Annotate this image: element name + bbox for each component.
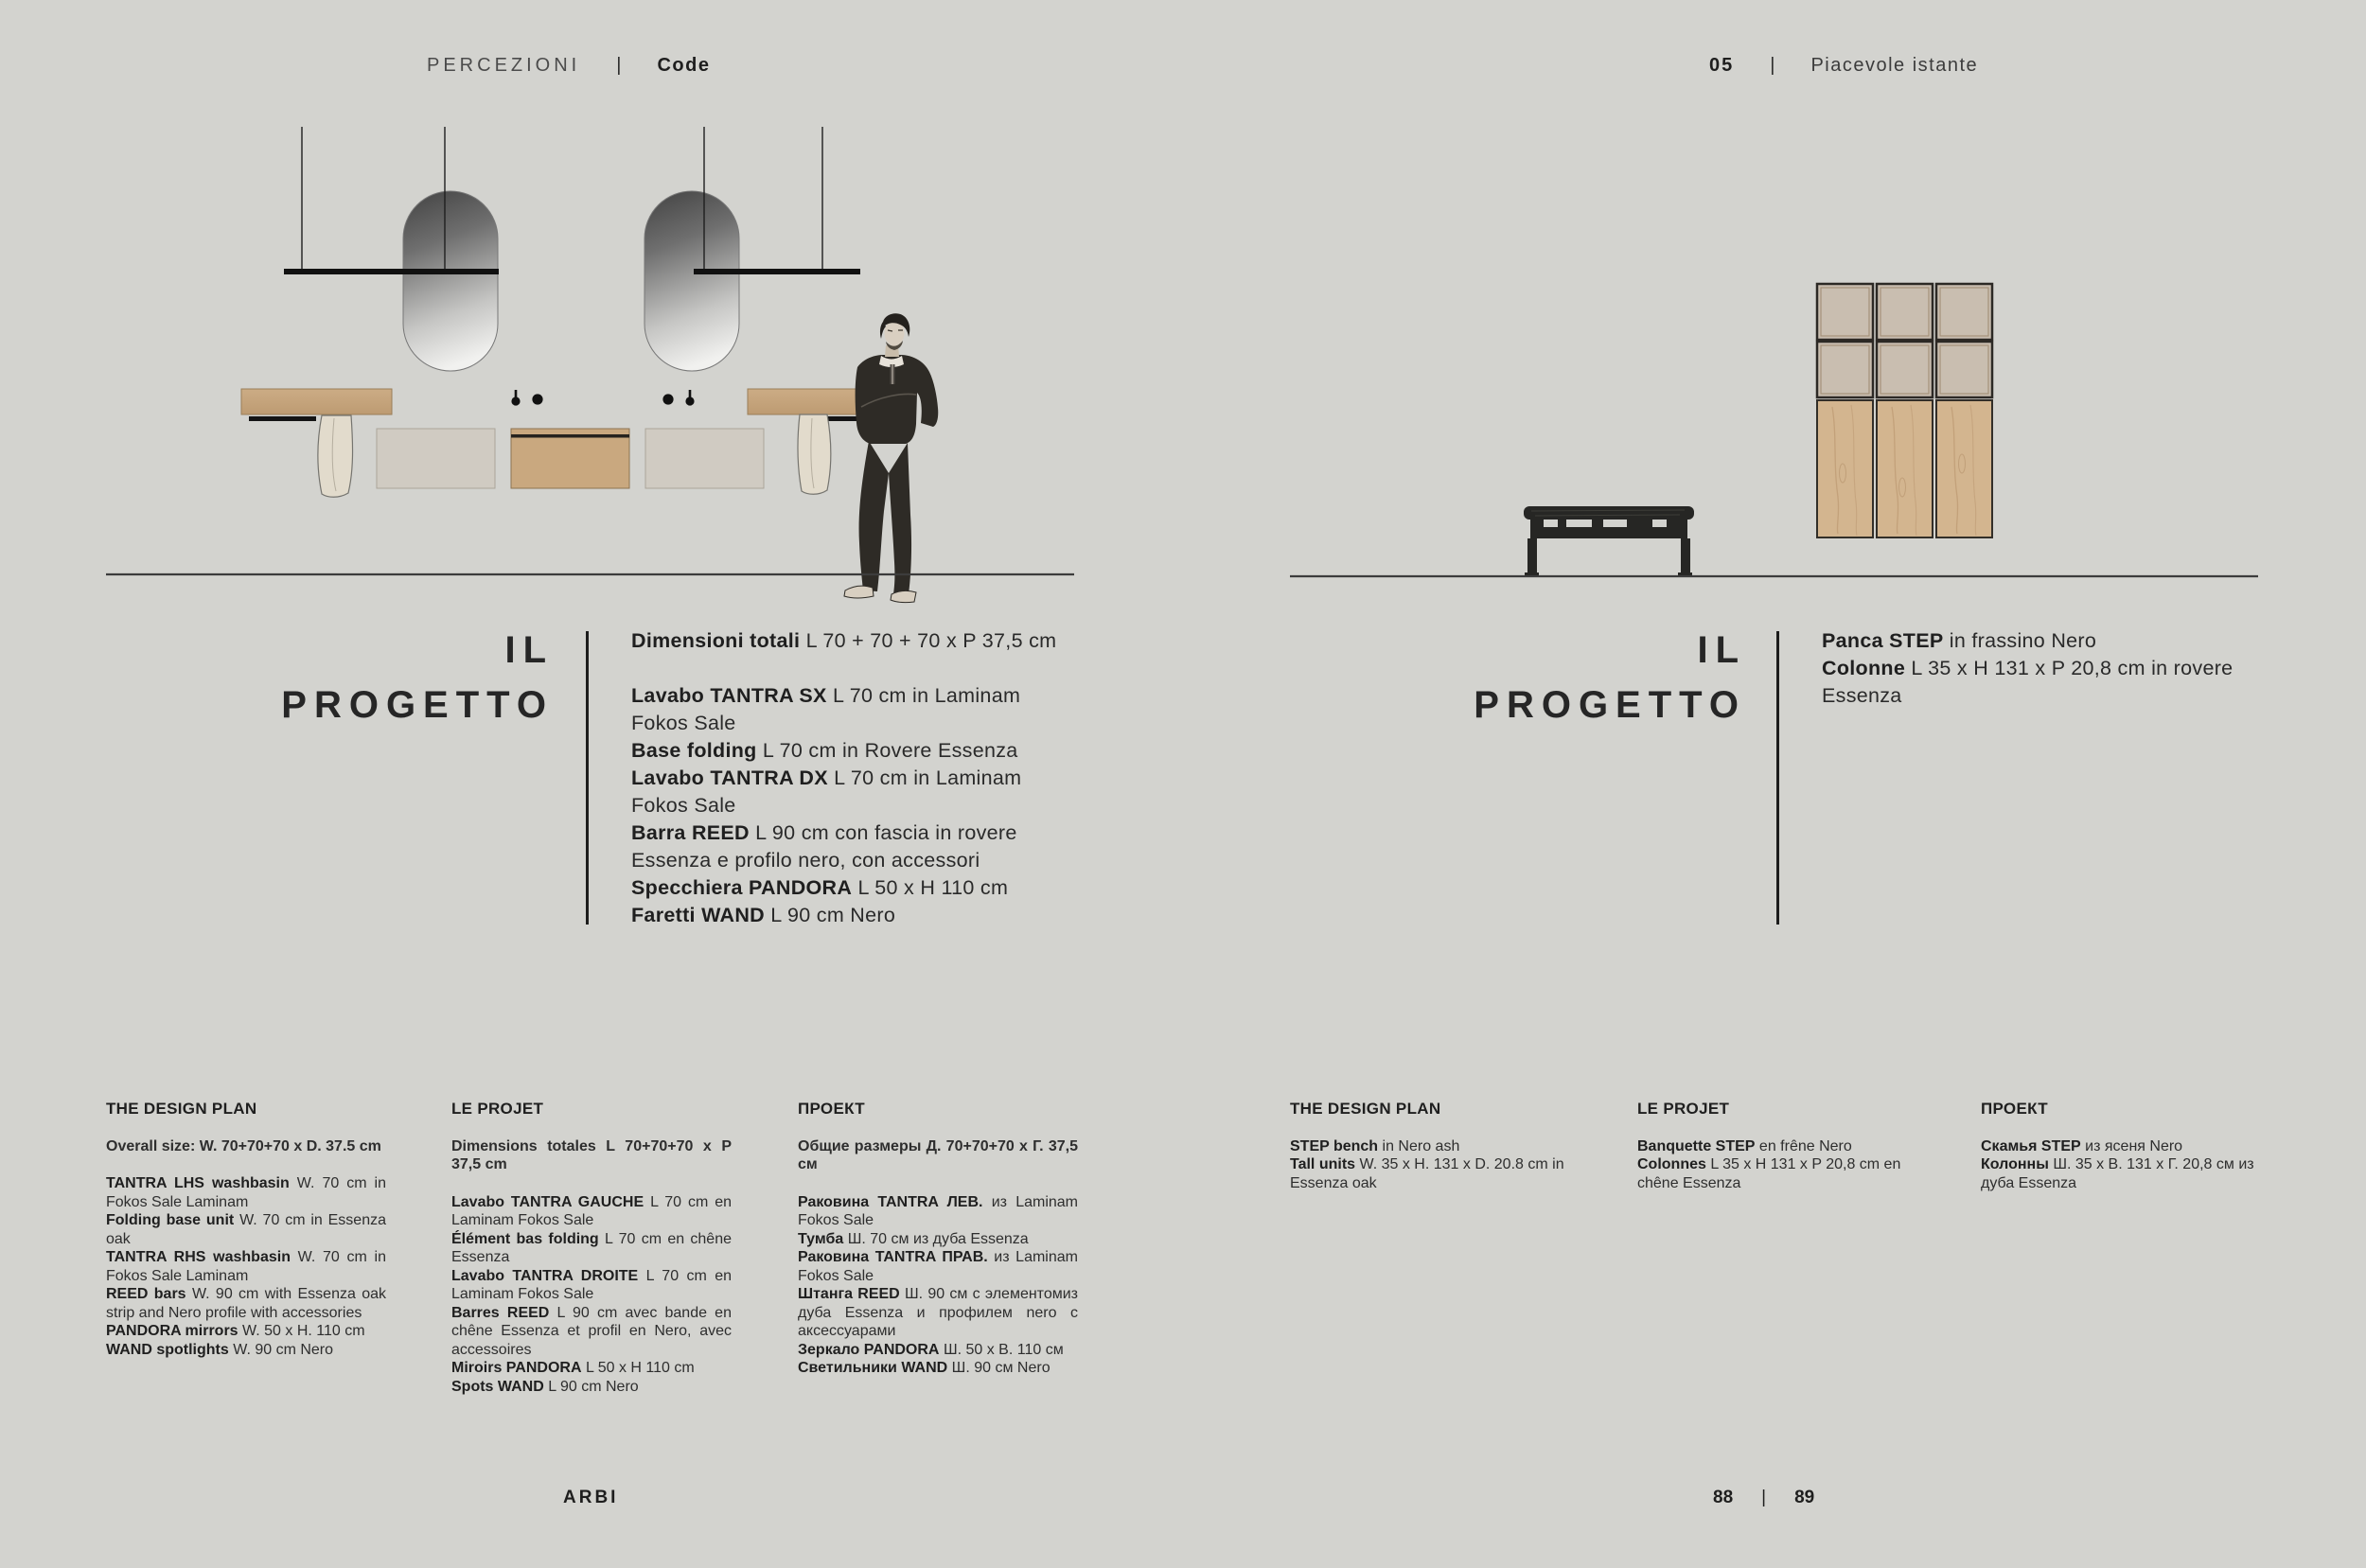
- tap: [685, 390, 694, 406]
- design-plan-column-fr: [451, 1100, 732, 1396]
- spec-label: WAND spotlights: [106, 1341, 229, 1358]
- spec-label: Dimensioni totali: [631, 629, 801, 652]
- page-number-divider: |: [1761, 1488, 1767, 1507]
- chapter-number: 05: [1709, 55, 1735, 76]
- spec-item: [1981, 1155, 2261, 1192]
- design-plan-column-en: [1290, 1100, 1570, 1192]
- spec-item: [451, 1359, 732, 1378]
- spec-value: Ш. 70 см из дуба Essenza: [847, 1230, 1029, 1247]
- spec-line: [631, 874, 1067, 902]
- wall-shelf: [241, 389, 392, 414]
- spec-value: L 70 cm in Rovere Essenza: [762, 739, 1018, 762]
- spec-value: L 70 cm en chêne Essenza: [451, 1230, 733, 1265]
- washbasin-block: [645, 429, 764, 488]
- tall-unit: [1817, 284, 1992, 537]
- spec-label: Faretti WAND: [631, 904, 765, 926]
- washbasin-block: [377, 429, 495, 488]
- spec-line: [1822, 655, 2238, 710]
- spec-value: L 70 + 70 + 70 x P 37,5 cm: [805, 629, 1057, 652]
- spec-value: L 70 cm en Laminam Fokos Sale: [451, 1193, 733, 1228]
- spec-item: [798, 1341, 1078, 1360]
- project-title-line2: PROGETTO: [281, 684, 554, 726]
- spec-item: [106, 1248, 386, 1285]
- spec-value: Ш. 90 см Nero: [951, 1360, 1051, 1376]
- page-number-left: 88: [1713, 1488, 1734, 1507]
- spec-item: [798, 1285, 1078, 1341]
- column-heading: LE PROJET: [451, 1100, 544, 1118]
- spec-item: [1637, 1155, 1917, 1192]
- spec-line: [631, 902, 1067, 929]
- spec-label: TANTRA LHS washbasin: [106, 1175, 290, 1191]
- spec-line: [1822, 627, 2238, 655]
- spec-value: Ш. 35 x В. 131 x Г. 20,8 см из дуба Essenza: [1981, 1156, 2254, 1191]
- column-heading: LE PROJET: [1637, 1100, 1730, 1118]
- spec-value: en frêne Nero: [1758, 1137, 1852, 1154]
- project-title: [1462, 623, 1746, 732]
- spec-value: W. 70 cm in Essenza oak: [106, 1212, 387, 1247]
- spec-item: [106, 1174, 386, 1211]
- spec-label: Colonne: [1822, 657, 1906, 679]
- design-plan-column-fr: [1637, 1100, 1917, 1192]
- spec-item: [451, 1304, 732, 1360]
- spec-value: L 70 cm in Laminam Fokos Sale: [631, 684, 1021, 734]
- spec-item: [1290, 1155, 1570, 1192]
- spec-value: L 70 cm in Laminam Fokos Sale: [631, 766, 1022, 817]
- spec-label: Specchiera PANDORA: [631, 876, 853, 899]
- spec-item: [106, 1322, 386, 1341]
- spec-value: из ясеня Nero: [2085, 1137, 2183, 1154]
- spec-label: Élément bas folding: [451, 1230, 599, 1247]
- spec-item: [798, 1230, 1078, 1249]
- spec-value: L 90 cm con fascia in rovere Essenza e profilo nero, con accessori: [631, 821, 1017, 872]
- spec-value: L 90 cm avec bande en chêne Essenza et profil en Nero, avec accessoires: [451, 1304, 732, 1358]
- towel-rail: [826, 416, 860, 421]
- pendant-wire: [302, 127, 822, 270]
- spec-value: L 35 x H 131 x P 20,8 cm in rovere Essenza: [1822, 657, 2234, 707]
- man-figure: [844, 313, 938, 602]
- project-title: [270, 623, 554, 732]
- spec-label: Lavabo TANTRA GAUCHE: [451, 1193, 644, 1210]
- header-divider: |: [616, 55, 622, 76]
- design-plan-column-ru: [798, 1100, 1078, 1378]
- spec-label: Barres REED: [451, 1304, 550, 1321]
- spec-label: Banquette STEP: [1637, 1137, 1756, 1154]
- spec-label: Тумба: [798, 1230, 844, 1247]
- project-title-line1: IL: [504, 629, 554, 671]
- spec-label: Зеркало PANDORA: [798, 1341, 940, 1358]
- spec-item: [798, 1248, 1078, 1285]
- column-heading: THE DESIGN PLAN: [106, 1100, 257, 1118]
- spec-label: Скамья STEP: [1981, 1137, 2081, 1154]
- bench: [1524, 506, 1694, 576]
- column-heading: THE DESIGN PLAN: [1290, 1100, 1441, 1118]
- left-page-header: [427, 55, 710, 77]
- spotlight-bar: [694, 269, 860, 274]
- column-lead: Общие размеры Д. 70+70+70 x Г. 37,5 см: [798, 1137, 1078, 1172]
- design-plan-column-ru: [1981, 1100, 2261, 1192]
- spec-label: Miroirs PANDORA: [451, 1360, 582, 1376]
- spec-item: [1637, 1137, 1917, 1156]
- towel: [798, 414, 831, 494]
- towel-rail: [249, 416, 316, 421]
- project-title-line2: PROGETTO: [1474, 684, 1746, 726]
- spec-label: Colonnes: [1637, 1156, 1706, 1172]
- spotlight-bar: [284, 269, 499, 274]
- spec-item: [1981, 1137, 2261, 1156]
- spec-value: W. 90 cm Nero: [233, 1341, 334, 1358]
- wall-shelf: [748, 389, 861, 414]
- spec-label: STEP bench: [1290, 1137, 1379, 1154]
- title-divider: [586, 631, 589, 925]
- spec-item: [451, 1230, 732, 1267]
- column-heading: ПРОЕКТ: [798, 1100, 865, 1118]
- spec-label: Barra REED: [631, 821, 750, 844]
- oval-mirror: [403, 191, 498, 371]
- spec-value: L 90 cm Nero: [770, 904, 896, 926]
- spec-value: Ш. 90 см с элементомиз дуба Essenza и профилем nero с аксессуарами: [798, 1286, 1078, 1339]
- spec-value: in frassino Nero: [1949, 629, 2097, 652]
- column-lead: Overall size: W. 70+70+70 x D. 37.5 cm: [106, 1137, 381, 1154]
- towel: [318, 415, 353, 497]
- spec-value: из Laminam Fokos Sale: [798, 1249, 1078, 1284]
- brand-logo: ARBI: [563, 1488, 619, 1507]
- spec-line: [631, 627, 1067, 655]
- collection-label: Code: [657, 55, 711, 76]
- spec-label: Lavabo TANTRA DROITE: [451, 1267, 639, 1284]
- spec-item: [451, 1267, 732, 1304]
- spec-value: in Nero ash: [1382, 1137, 1460, 1154]
- right-page-header: [1709, 55, 1978, 77]
- spec-value: из Laminam Fokos Sale: [798, 1193, 1078, 1228]
- spec-label: Штанга REED: [798, 1286, 900, 1302]
- spec-value: W. 35 x H. 131 x D. 20.8 cm in Essenza oak: [1290, 1156, 1564, 1191]
- spec-label: Раковина TANTRA ПРАВ.: [798, 1249, 988, 1265]
- spec-item: [106, 1285, 386, 1322]
- spec-item: [451, 1193, 732, 1230]
- spec-label: Lavabo TANTRA SX: [631, 684, 827, 707]
- spec-label: Tall units: [1290, 1156, 1356, 1172]
- tap: [511, 390, 520, 406]
- spec-label: Светильники WAND: [798, 1360, 948, 1376]
- project-specs: [1822, 627, 2238, 710]
- header-divider: |: [1770, 55, 1775, 76]
- spec-value: Ш. 50 x В. 110 см: [943, 1341, 1064, 1358]
- column-lead: Dimensions totales L 70+70+70 x P 37,5 cm: [451, 1137, 732, 1172]
- spec-value: L 35 x H 131 x P 20,8 cm en chêne Essenza: [1637, 1156, 1901, 1191]
- spec-item: [1290, 1137, 1570, 1156]
- spec-label: Раковина TANTRA ЛЕВ.: [798, 1193, 983, 1210]
- spec-label: PANDORA mirrors: [106, 1323, 238, 1339]
- spec-value: L 50 x H 110 cm: [857, 876, 1009, 899]
- oval-mirror: [644, 191, 739, 371]
- series-label: PERCEZIONI: [427, 55, 581, 76]
- spec-value: W. 90 cm with Essenza oak strip and Nero profile with accessories: [106, 1286, 387, 1321]
- design-plan-column-en: [106, 1100, 386, 1359]
- spec-item: [798, 1359, 1078, 1378]
- spec-line: [631, 682, 1067, 737]
- spec-value: W. 70 cm in Fokos Sale Laminam: [106, 1175, 386, 1210]
- spec-value: W. 70 cm in Fokos Sale Laminam: [106, 1249, 386, 1284]
- page-numbers: [1713, 1488, 1814, 1508]
- spec-label: Колонны: [1981, 1156, 2049, 1172]
- spec-label: REED bars: [106, 1286, 186, 1302]
- tap: [532, 394, 542, 404]
- spec-item: [106, 1211, 386, 1248]
- spec-label: Base folding: [631, 739, 757, 762]
- spec-item: [451, 1378, 732, 1397]
- tap: [662, 394, 673, 404]
- spec-label: Spots WAND: [451, 1378, 544, 1395]
- spec-value: L 50 x H 110 cm: [585, 1360, 695, 1376]
- project-specs: [631, 627, 1067, 929]
- spec-value: W. 50 x H. 110 cm: [242, 1323, 365, 1339]
- spec-value: L 70 cm en Laminam Fokos Sale: [451, 1267, 732, 1302]
- spec-line: [631, 737, 1067, 765]
- project-title-line1: IL: [1697, 629, 1746, 671]
- spec-item: [106, 1341, 386, 1360]
- spec-label: Lavabo TANTRA DX: [631, 766, 828, 789]
- right-illustration: [1278, 265, 2281, 634]
- spec-line: [631, 765, 1067, 819]
- spec-label: Panca STEP: [1822, 629, 1944, 652]
- column-heading: ПРОЕКТ: [1981, 1100, 2048, 1118]
- spec-value: L 90 cm Nero: [548, 1378, 639, 1395]
- spec-label: TANTRA RHS washbasin: [106, 1249, 291, 1265]
- page-number-right: 89: [1794, 1488, 1815, 1507]
- spec-line: [631, 819, 1067, 874]
- left-illustration: [95, 112, 1098, 627]
- title-divider: [1776, 631, 1779, 925]
- base-unit-block: [511, 429, 629, 488]
- spec-label: Folding base unit: [106, 1212, 235, 1228]
- spec-item: [798, 1193, 1078, 1230]
- chapter-label: Piacevole istante: [1810, 55, 1979, 76]
